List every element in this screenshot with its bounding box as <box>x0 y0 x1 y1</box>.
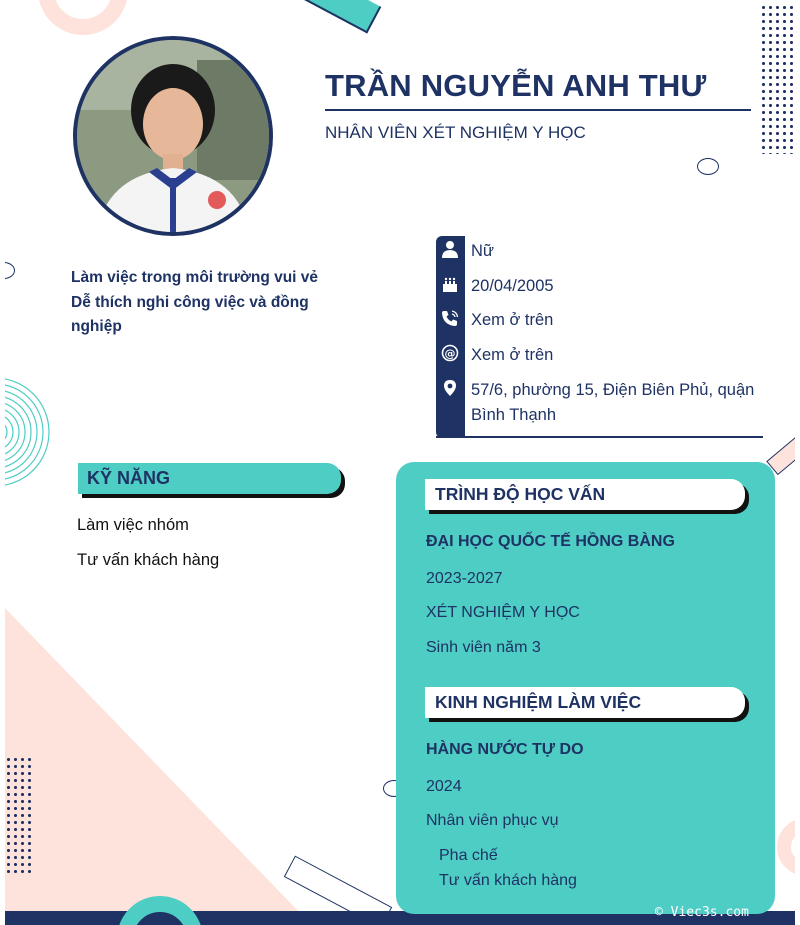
school-name: ĐẠI HỌC QUỐC TẾ HỒNG BÀNG <box>426 533 675 550</box>
experience-year: 2024 <box>426 778 462 795</box>
career-objective <box>71 266 341 340</box>
person-icon <box>440 239 460 259</box>
teal-bar-decoration <box>295 0 381 33</box>
birthday-cake-icon <box>440 274 460 294</box>
watermark: © Viec3s.com <box>655 905 749 920</box>
svg-text:@: @ <box>444 347 456 360</box>
objective-line: Làm việc trong môi trường vui vẻ <box>71 269 319 286</box>
avatar <box>73 36 273 236</box>
name-underline <box>325 109 751 111</box>
person-name: TRẦN NGUYỄN ANH THƯ <box>325 68 707 103</box>
peach-ring-decoration <box>38 0 128 35</box>
skills-heading-label: KỸ NĂNG <box>87 468 171 488</box>
skills-heading <box>78 463 341 494</box>
contact-icon-bar <box>436 236 465 438</box>
location-pin-icon <box>440 378 460 398</box>
peach-ring-decoration <box>777 818 795 876</box>
skill-item: Tư vấn khách hàng <box>77 551 220 569</box>
dot-grid-decoration <box>5 756 35 876</box>
experience-heading <box>425 687 745 718</box>
phone-value: Xem ở trên <box>471 311 554 329</box>
education-period: 2023-2027 <box>426 570 503 587</box>
education-heading <box>425 479 745 510</box>
experience-task: Tư vấn khách hàng <box>439 872 577 889</box>
dot-grid-decoration <box>760 4 794 154</box>
oval-decoration <box>5 262 15 279</box>
objective-line: Dễ thích nghi công việc và đồng nghiệp <box>71 293 309 335</box>
concentric-arcs-decoration <box>5 378 51 486</box>
experience-position: Nhân viên phục vụ <box>426 812 559 829</box>
email-value: Xem ở trên <box>471 346 554 364</box>
education-heading-label: TRÌNH ĐỘ HỌC VẤN <box>435 484 606 504</box>
experience-task: Pha chế <box>439 847 498 864</box>
experience-heading-label: KINH NGHIỆM LÀM VIỆC <box>435 692 642 712</box>
education-major: XÉT NGHIỆM Y HỌC <box>426 604 580 621</box>
job-title: NHÂN VIÊN XÉT NGHIỆM Y HỌC <box>325 123 586 142</box>
cv-page <box>5 0 795 925</box>
oval-decoration <box>697 158 719 175</box>
phone-icon <box>440 308 460 328</box>
peach-triangle-decoration <box>5 608 305 918</box>
company-name: HÀNG NƯỚC TỰ DO <box>426 741 584 758</box>
education-note: Sinh viên năm 3 <box>426 639 541 656</box>
avatar-photo <box>77 40 269 232</box>
skill-item: Làm việc nhóm <box>77 516 189 534</box>
email-at-icon <box>440 343 460 363</box>
address-value: 57/6, phường 15, Điện Biên Phủ, quận Bình Thạnh <box>471 381 755 424</box>
birthday-value: 20/04/2005 <box>471 277 554 295</box>
gender-value: Nữ <box>471 242 494 260</box>
contact-underline <box>436 436 763 438</box>
